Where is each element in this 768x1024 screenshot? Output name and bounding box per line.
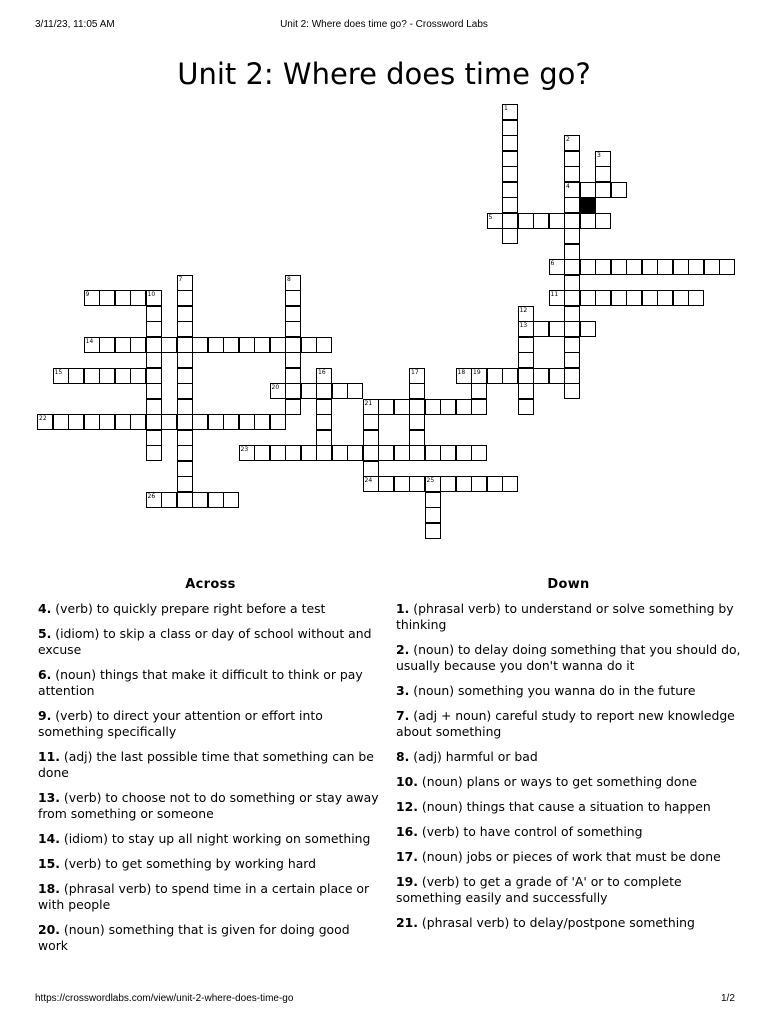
grid-cell[interactable]: [146, 383, 162, 399]
grid-cell[interactable]: [285, 399, 301, 415]
grid-cell[interactable]: [564, 306, 580, 322]
across-clue-13: 13. (verb) to choose not to do something or stay away from something or someone: [38, 790, 379, 821]
grid-cell[interactable]: [378, 445, 394, 461]
grid-cell[interactable]: [564, 151, 580, 167]
grid-cell[interactable]: [456, 399, 472, 415]
across-clue-9: 9. (verb) to direct your attention or effort into something specifically: [38, 708, 323, 739]
grid-cell-25[interactable]: [425, 476, 441, 492]
grid-cell[interactable]: [409, 399, 425, 415]
grid-cell[interactable]: [580, 290, 596, 306]
grid-cell[interactable]: [99, 337, 115, 353]
grid-cell[interactable]: [285, 445, 301, 461]
grid-cell[interactable]: [549, 321, 565, 337]
grid-cell[interactable]: [68, 368, 84, 384]
clue-number-label: 20: [271, 384, 280, 391]
grid-cell[interactable]: [394, 399, 410, 415]
grid-cell[interactable]: [564, 275, 580, 291]
grid-cell[interactable]: [239, 414, 255, 430]
grid-cell-11[interactable]: [549, 290, 565, 306]
grid-cell[interactable]: [502, 476, 518, 492]
puzzle-title: Unit 2: Where does time go?: [177, 57, 591, 92]
clue-number-label: 9: [85, 291, 90, 298]
grid-cell-14[interactable]: [84, 337, 100, 353]
grid-cell[interactable]: [301, 337, 317, 353]
grid-cell-22[interactable]: [37, 414, 53, 430]
grid-cell[interactable]: [611, 259, 627, 275]
grid-cell[interactable]: [642, 290, 658, 306]
grid-cell[interactable]: [456, 476, 472, 492]
grid-cell[interactable]: [130, 290, 146, 306]
grid-cell[interactable]: [394, 445, 410, 461]
grid-cell[interactable]: [564, 197, 580, 213]
down-clue-8: 8. (adj) harmful or bad: [396, 749, 538, 764]
grid-cell[interactable]: [130, 368, 146, 384]
grid-cell[interactable]: [549, 213, 565, 229]
grid-cell[interactable]: [99, 368, 115, 384]
grid-cell[interactable]: [177, 399, 193, 415]
grid-cell[interactable]: [316, 399, 332, 415]
print-page-title: Unit 2: Where does time go? - Crossword Labs: [280, 19, 488, 30]
grid-cell[interactable]: [580, 321, 596, 337]
clue-number-label: 7: [178, 275, 183, 283]
grid-cell[interactable]: [471, 476, 487, 492]
grid-cell[interactable]: [301, 445, 317, 461]
grid-cell[interactable]: [502, 213, 518, 229]
print-url: https://crosswordlabs.com/view/unit-2-where-does-time-go: [35, 993, 294, 1004]
down-clue-3: 3. (noun) something you wanna do in the future: [396, 683, 696, 698]
grid-cell[interactable]: [564, 228, 580, 244]
grid-cell[interactable]: [332, 445, 348, 461]
grid-cell[interactable]: [177, 476, 193, 492]
grid-cell[interactable]: [518, 383, 534, 399]
grid-cell[interactable]: [223, 337, 239, 353]
grid-cell[interactable]: [564, 213, 580, 229]
grid-cell[interactable]: [208, 337, 224, 353]
grid-cell-7[interactable]: [177, 275, 193, 291]
clue-number-label: 21: [364, 399, 373, 407]
grid-cell[interactable]: [626, 290, 642, 306]
across-clue-18: 18. (phrasal verb) to spend time in a certain place or with people: [38, 881, 370, 912]
clue-number-label: 11: [550, 291, 559, 298]
across-clues: [38, 577, 383, 963]
grid-cell[interactable]: [409, 383, 425, 399]
grid-cell[interactable]: [719, 259, 735, 275]
grid-cell[interactable]: [208, 414, 224, 430]
grid-cell[interactable]: [177, 492, 193, 508]
grid-cell[interactable]: [285, 321, 301, 337]
clue-number-label: 22: [39, 415, 47, 422]
grid-cell[interactable]: [502, 368, 518, 384]
grid-cell[interactable]: [254, 414, 270, 430]
grid-cell[interactable]: [657, 290, 673, 306]
grid-cell[interactable]: [177, 321, 193, 337]
grid-cell-9[interactable]: [84, 290, 100, 306]
grid-cell[interactable]: [595, 182, 611, 198]
grid-cell[interactable]: [130, 414, 146, 430]
grid-cell[interactable]: [316, 414, 332, 430]
grid-cell[interactable]: [518, 399, 534, 415]
grid-cell[interactable]: [518, 368, 534, 384]
grid-cell[interactable]: [254, 337, 270, 353]
down-clue-19: 19. (verb) to get a grade of 'A' or to complete something easily and successfully: [396, 874, 682, 905]
grid-cell-26[interactable]: [146, 492, 162, 508]
grid-cell[interactable]: [502, 135, 518, 151]
grid-cell[interactable]: [580, 182, 596, 198]
clue-number-label: 19: [473, 368, 481, 376]
grid-cell[interactable]: [533, 368, 549, 384]
across-clue-4: 4. (verb) to quickly prepare right before a test: [38, 601, 326, 616]
grid-cell[interactable]: [595, 290, 611, 306]
grid-cell-10[interactable]: [146, 290, 162, 306]
across-clue-6: 6. (noun) things that make it difficult to think or pay attention: [38, 667, 363, 698]
grid-cell[interactable]: [347, 445, 363, 461]
grid-cell[interactable]: [316, 445, 332, 461]
clue-number-label: 24: [364, 477, 373, 484]
grid-cell[interactable]: [316, 337, 332, 353]
grid-cell[interactable]: [502, 182, 518, 198]
grid-cell[interactable]: [456, 445, 472, 461]
clue-number-label: 17: [411, 368, 419, 376]
across-clue-20: 20. (noun) something that is given for doing good work: [38, 922, 350, 953]
grid-cell[interactable]: [425, 445, 441, 461]
grid-cell[interactable]: [285, 368, 301, 384]
across-clue-list: [38, 601, 383, 954]
grid-cell[interactable]: [177, 290, 193, 306]
grid-cell-3[interactable]: [595, 151, 611, 167]
grid-cell[interactable]: [564, 244, 580, 260]
clue-number-label: 6: [550, 260, 555, 267]
clue-number-label: 16: [318, 368, 326, 376]
grid-cell[interactable]: [611, 290, 627, 306]
grid-cell[interactable]: [146, 337, 162, 353]
grid-cell[interactable]: [564, 352, 580, 368]
grid-cell[interactable]: [316, 383, 332, 399]
grid-cell[interactable]: [409, 445, 425, 461]
down-clue-16: 16. (verb) to have control of something: [396, 824, 643, 839]
grid-cell-20[interactable]: [270, 383, 286, 399]
grid-cell[interactable]: [270, 445, 286, 461]
grid-cell[interactable]: [564, 166, 580, 182]
grid-cell[interactable]: [595, 259, 611, 275]
grid-cell[interactable]: [580, 213, 596, 229]
grid-cell[interactable]: [177, 445, 193, 461]
grid-cell[interactable]: [192, 414, 208, 430]
grid-cell[interactable]: [440, 476, 456, 492]
grid-cell[interactable]: [223, 414, 239, 430]
clue-number-label: 15: [54, 368, 63, 376]
grid-cell-12[interactable]: [518, 306, 534, 322]
grid-cell[interactable]: [363, 445, 379, 461]
grid-cell[interactable]: [502, 166, 518, 182]
grid-cell[interactable]: [533, 213, 549, 229]
down-clue-12: 12. (noun) things that cause a situation to happen: [396, 799, 711, 814]
grid-cell[interactable]: [471, 399, 487, 415]
grid-cell[interactable]: [471, 445, 487, 461]
grid-cell[interactable]: [673, 290, 689, 306]
down-clues: [396, 577, 741, 940]
clue-number-label: 26: [147, 492, 156, 500]
grid-cell[interactable]: [146, 399, 162, 415]
grid-cell[interactable]: [564, 368, 580, 384]
down-clue-10: 10. (noun) plans or ways to get something done: [396, 774, 697, 789]
grid-cell[interactable]: [332, 383, 348, 399]
grid-cell[interactable]: [146, 414, 162, 430]
grid-cell[interactable]: [177, 337, 193, 353]
grid-cell[interactable]: [518, 213, 534, 229]
grid-cell-24[interactable]: [363, 476, 379, 492]
grid-cell[interactable]: [394, 476, 410, 492]
grid-cell[interactable]: [84, 368, 100, 384]
clue-number-label: 8: [287, 275, 291, 283]
down-clue-17: 17. (noun) jobs or pieces of work that must be done: [396, 849, 721, 864]
clue-number-label: 4: [566, 182, 570, 190]
grid-cell[interactable]: [84, 414, 100, 430]
grid-cell[interactable]: [115, 414, 131, 430]
grid-cell[interactable]: [487, 368, 503, 384]
grid-cell[interactable]: [564, 337, 580, 353]
grid-cell[interactable]: [378, 476, 394, 492]
grid-cell[interactable]: [223, 492, 239, 508]
grid-cell[interactable]: [564, 259, 580, 275]
grid-cell[interactable]: [611, 182, 627, 198]
grid-cell[interactable]: [177, 461, 193, 477]
grid-cell[interactable]: [425, 492, 441, 508]
down-clue-2: 2. (noun) to delay doing something that you should do, usually because you don't wanna do it: [396, 642, 741, 673]
grid-cell[interactable]: [130, 337, 146, 353]
grid-cell[interactable]: [177, 352, 193, 368]
grid-cell-13[interactable]: [518, 321, 534, 337]
grid-cell-21[interactable]: [363, 399, 379, 415]
grid-cell-16[interactable]: [316, 368, 332, 384]
grid-cell[interactable]: [580, 259, 596, 275]
grid-cell[interactable]: [626, 259, 642, 275]
grid-cell[interactable]: [270, 414, 286, 430]
grid-cell[interactable]: [518, 337, 534, 353]
grid-cell[interactable]: [177, 430, 193, 446]
grid-cell-6[interactable]: [549, 259, 565, 275]
clue-number-label: 14: [85, 337, 94, 345]
down-clue-list: [396, 601, 741, 931]
grid-cell-23[interactable]: [239, 445, 255, 461]
grid-cell[interactable]: [177, 306, 193, 322]
grid-cell[interactable]: [673, 259, 689, 275]
grid-cell[interactable]: [285, 337, 301, 353]
grid-cell[interactable]: [115, 368, 131, 384]
grid-cell[interactable]: [99, 414, 115, 430]
grid-cell-17[interactable]: [409, 368, 425, 384]
grid-block: [580, 197, 596, 213]
grid-cell-8[interactable]: [285, 275, 301, 291]
grid-cell[interactable]: [409, 414, 425, 430]
grid-cell[interactable]: [285, 383, 301, 399]
print-datetime: 3/11/23, 11:05 AM: [35, 19, 115, 30]
clue-number-label: 12: [519, 306, 528, 314]
grid-cell[interactable]: [53, 414, 69, 430]
grid-cell[interactable]: [208, 492, 224, 508]
grid-cell[interactable]: [270, 337, 286, 353]
grid-cell[interactable]: [533, 321, 549, 337]
grid-cell[interactable]: [177, 414, 193, 430]
grid-cell[interactable]: [502, 228, 518, 244]
clue-number-label: 10: [147, 291, 156, 298]
grid-cell[interactable]: [285, 290, 301, 306]
grid-cell[interactable]: [487, 476, 503, 492]
grid-cell[interactable]: [146, 352, 162, 368]
down-clue-21: 21. (phrasal verb) to delay/postpone something: [396, 915, 695, 930]
grid-cell[interactable]: [409, 476, 425, 492]
grid-cell[interactable]: [161, 492, 177, 508]
grid-cell[interactable]: [177, 383, 193, 399]
clue-number-label: 5: [488, 213, 493, 221]
grid-cell[interactable]: [688, 290, 704, 306]
grid-cell[interactable]: [146, 321, 162, 337]
grid-cell[interactable]: [363, 430, 379, 446]
grid-cell[interactable]: [363, 461, 379, 477]
grid-cell[interactable]: [688, 259, 704, 275]
down-clue-1: 1. (phrasal verb) to understand or solve something by thinking: [396, 601, 734, 632]
clue-number-label: 23: [240, 446, 249, 453]
grid-cell[interactable]: [378, 399, 394, 415]
clue-number-label: 3: [597, 151, 601, 159]
grid-cell[interactable]: [502, 120, 518, 136]
grid-cell[interactable]: [564, 321, 580, 337]
grid-cell[interactable]: [502, 151, 518, 167]
across-heading: Across: [185, 577, 236, 592]
grid-cell[interactable]: [425, 399, 441, 415]
clue-number-label: 2: [566, 136, 570, 143]
down-clue-7: 7. (adj + noun) careful study to report new knowledge about something: [396, 708, 735, 739]
across-clue-11: 11. (adj) the last possible time that something can be done: [38, 749, 374, 780]
grid-cell[interactable]: [177, 368, 193, 384]
grid-cell[interactable]: [409, 430, 425, 446]
grid-cell[interactable]: [549, 368, 565, 384]
across-clue-14: 14. (idiom) to stay up all night working on something: [38, 831, 371, 846]
grid-cell[interactable]: [192, 492, 208, 508]
grid-cell-1[interactable]: [502, 104, 518, 120]
grid-cell[interactable]: [425, 523, 441, 539]
grid-cell[interactable]: [657, 259, 673, 275]
grid-cell[interactable]: [316, 430, 332, 446]
grid-cell[interactable]: [564, 290, 580, 306]
grid-cell[interactable]: [146, 430, 162, 446]
grid-cell[interactable]: [68, 414, 84, 430]
grid-cell[interactable]: [146, 445, 162, 461]
grid-cell[interactable]: [161, 414, 177, 430]
grid-cell[interactable]: [595, 213, 611, 229]
grid-cell[interactable]: [564, 383, 580, 399]
grid-cell[interactable]: [161, 337, 177, 353]
grid-cell[interactable]: [285, 306, 301, 322]
grid-cell-15[interactable]: [53, 368, 69, 384]
grid-cell[interactable]: [595, 166, 611, 182]
clue-number-label: 18: [457, 368, 466, 376]
clue-number-label: 13: [519, 322, 528, 329]
grid-cell-2[interactable]: [564, 135, 580, 151]
across-clue-5: 5. (idiom) to skip a class or day of school without and excuse: [38, 626, 372, 657]
grid-cell-19[interactable]: [471, 368, 487, 384]
grid-cell[interactable]: [115, 290, 131, 306]
grid-cell-4[interactable]: [564, 182, 580, 198]
grid-cell-5[interactable]: [487, 213, 503, 229]
grid-cell[interactable]: [285, 352, 301, 368]
grid-cell[interactable]: [440, 445, 456, 461]
grid-cell[interactable]: [642, 259, 658, 275]
grid-cell-18[interactable]: [456, 368, 472, 384]
grid-cell[interactable]: [192, 337, 208, 353]
grid-cell[interactable]: [239, 337, 255, 353]
grid-cell[interactable]: [146, 306, 162, 322]
grid-cell[interactable]: [440, 399, 456, 415]
print-page-number: 1/2: [721, 993, 735, 1004]
grid-cell[interactable]: [425, 507, 441, 523]
grid-cell[interactable]: [99, 290, 115, 306]
grid-cell[interactable]: [115, 337, 131, 353]
clue-number-label: 25: [426, 477, 435, 484]
grid-cell[interactable]: [347, 383, 363, 399]
grid-cell[interactable]: [301, 383, 317, 399]
across-clue-15: 15. (verb) to get something by working hard: [38, 856, 317, 871]
grid-cell[interactable]: [254, 445, 270, 461]
clue-number-label: 1: [504, 105, 508, 112]
grid-cell[interactable]: [704, 259, 720, 275]
down-heading: Down: [547, 577, 590, 592]
grid-cell[interactable]: [518, 352, 534, 368]
grid-cell[interactable]: [502, 197, 518, 213]
grid-cell[interactable]: [471, 383, 487, 399]
grid-cell[interactable]: [146, 368, 162, 384]
grid-cell[interactable]: [363, 414, 379, 430]
